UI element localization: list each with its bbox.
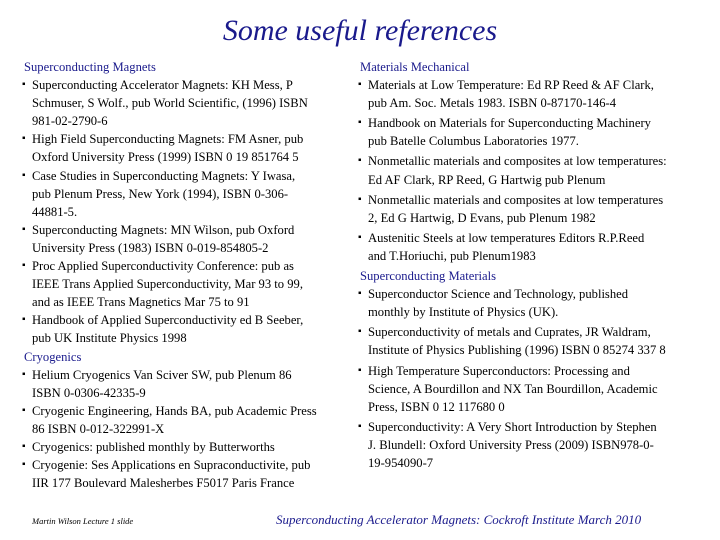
bullet-icon: ▪	[358, 117, 362, 129]
right-column	[358, 58, 702, 474]
bullet-icon: ▪	[358, 193, 362, 205]
bullet-icon: ▪	[358, 420, 362, 432]
bullet-icon: ▪	[358, 155, 362, 167]
reference-item: ▪ Case Studies in Superconducting Magnets: Y Iwasa, pub Plenum Press, New York (1994), ISBN 0-306- 44881-5.	[22, 168, 296, 219]
reference-item: ▪ Cryogenic Engineering, Hands BA, pub Academic Press 86 ISBN 0-012-322991-X	[22, 403, 317, 436]
bullet-icon: ▪	[22, 133, 26, 145]
slide-title: Some useful references	[222, 14, 498, 47]
bullet-icon: ▪	[358, 79, 362, 91]
reference-item: ▪ Superconductor Science and Technology, published monthly by Institute of Physics (UK).	[358, 287, 629, 320]
left-column	[22, 58, 358, 492]
reference-item: ▪ Superconducting Magnets: MN Wilson, pub Oxford University Press (1983) ISBN 0-019-854805-2	[22, 222, 295, 255]
bullet-icon: ▪	[22, 260, 26, 272]
reference-item: ▪ Handbook on Materials for Superconducting Machinery pub Batelle Columbus Laboratories 1977.	[358, 116, 651, 149]
reference-item: ▪ Materials at Low Temperature: Ed RP Reed & AF Clark, pub Am. Soc. Metals 1983. ISBN 0-87170-146-4	[358, 78, 654, 111]
bullet-icon: ▪	[22, 368, 26, 380]
bullet-icon: ▪	[22, 459, 26, 471]
reference-item: ▪ Superconducting Accelerator Magnets: KH Mess, P Schmuser, S Wolf., pub World Scientific, (1996) ISBN 981-02-2790-6	[22, 78, 308, 129]
bullet-icon: ▪	[22, 169, 26, 181]
reference-item: ▪ Cryogenics: published monthly by Butterworths	[22, 438, 358, 456]
bullet-icon: ▪	[22, 404, 26, 416]
bullet-icon: ▪	[22, 314, 26, 326]
bullet-icon: ▪	[358, 326, 362, 338]
section-heading: Materials Mechanical	[360, 60, 470, 74]
reference-item: ▪ Proc Applied Superconductivity Conference: pub as IEEE Trans Applied Superconductivity, Mar 93 to 99, and as IEEE Trans Magnetics Mar 75 to 91	[22, 259, 303, 310]
reference-item: ▪ Nonmetallic materials and composites at low temperatures: Ed AF Clark, RP Reed, G Hartwig pub Plenum	[358, 154, 667, 187]
section-heading: Superconducting Materials	[360, 269, 497, 284]
bullet-icon: ▪	[358, 288, 362, 300]
footer-course-title: Superconducting Accelerator Magnets: Cockroft Institute March 2010	[276, 512, 642, 527]
bullet-icon: ▪	[22, 79, 26, 91]
reference-item: ▪ Superconductivity of metals and Cuprates, JR Waldram, Institute of Physics Publishing (1996) ISBN 0 85274 337 8	[358, 325, 666, 358]
reference-item: ▪ Superconductivity: A Very Short Introduction by Stephen J. Blundell: Oxford University Press (2009) ISBN978-0- 19-954090-7	[358, 419, 657, 470]
footer-lecture-label: Martin Wilson Lecture 1 slide	[32, 516, 134, 526]
reference-item: ▪ High Field Superconducting Magnets: FM Asner, pub Oxford University Press (1999) ISBN 0 19 851764 5	[22, 132, 304, 165]
bullet-icon: ▪	[22, 440, 26, 452]
section-heading: Cryogenics	[24, 349, 82, 364]
reference-item: ▪ Handbook of Applied Superconductivity ed B Seeber, pub UK Institute Physics 1998	[22, 313, 304, 346]
reference-item: ▪ High Temperature Superconductors: Processing and Science, A Bourdillon and NX Tan Bourdillon, Academic Press, ISBN 0 12 117680 0	[358, 363, 658, 414]
section-heading: Superconducting Magnets	[24, 60, 156, 74]
reference-item: ▪ Cryogenie: Ses Applications en Supraconductivite, pub IIR 177 Boulevard Malesherbes F5017 Paris France	[22, 458, 311, 491]
bullet-icon: ▪	[22, 223, 26, 235]
bullet-icon: ▪	[358, 231, 362, 243]
reference-item: ▪ Austenitic Steels at low temperatures Editors R.P.Reed and T.Horiuchi, pub Plenum1983	[358, 230, 645, 263]
bullet-icon: ▪	[358, 364, 362, 376]
reference-item: ▪ Nonmetallic materials and composites at low temperatures 2, Ed G Hartwig, D Evans, pub Plenum 1982	[358, 192, 664, 225]
reference-item: ▪ Helium Cryogenics Van Sciver SW, pub Plenum 86 ISBN 0-0306-42335-9	[22, 367, 292, 400]
